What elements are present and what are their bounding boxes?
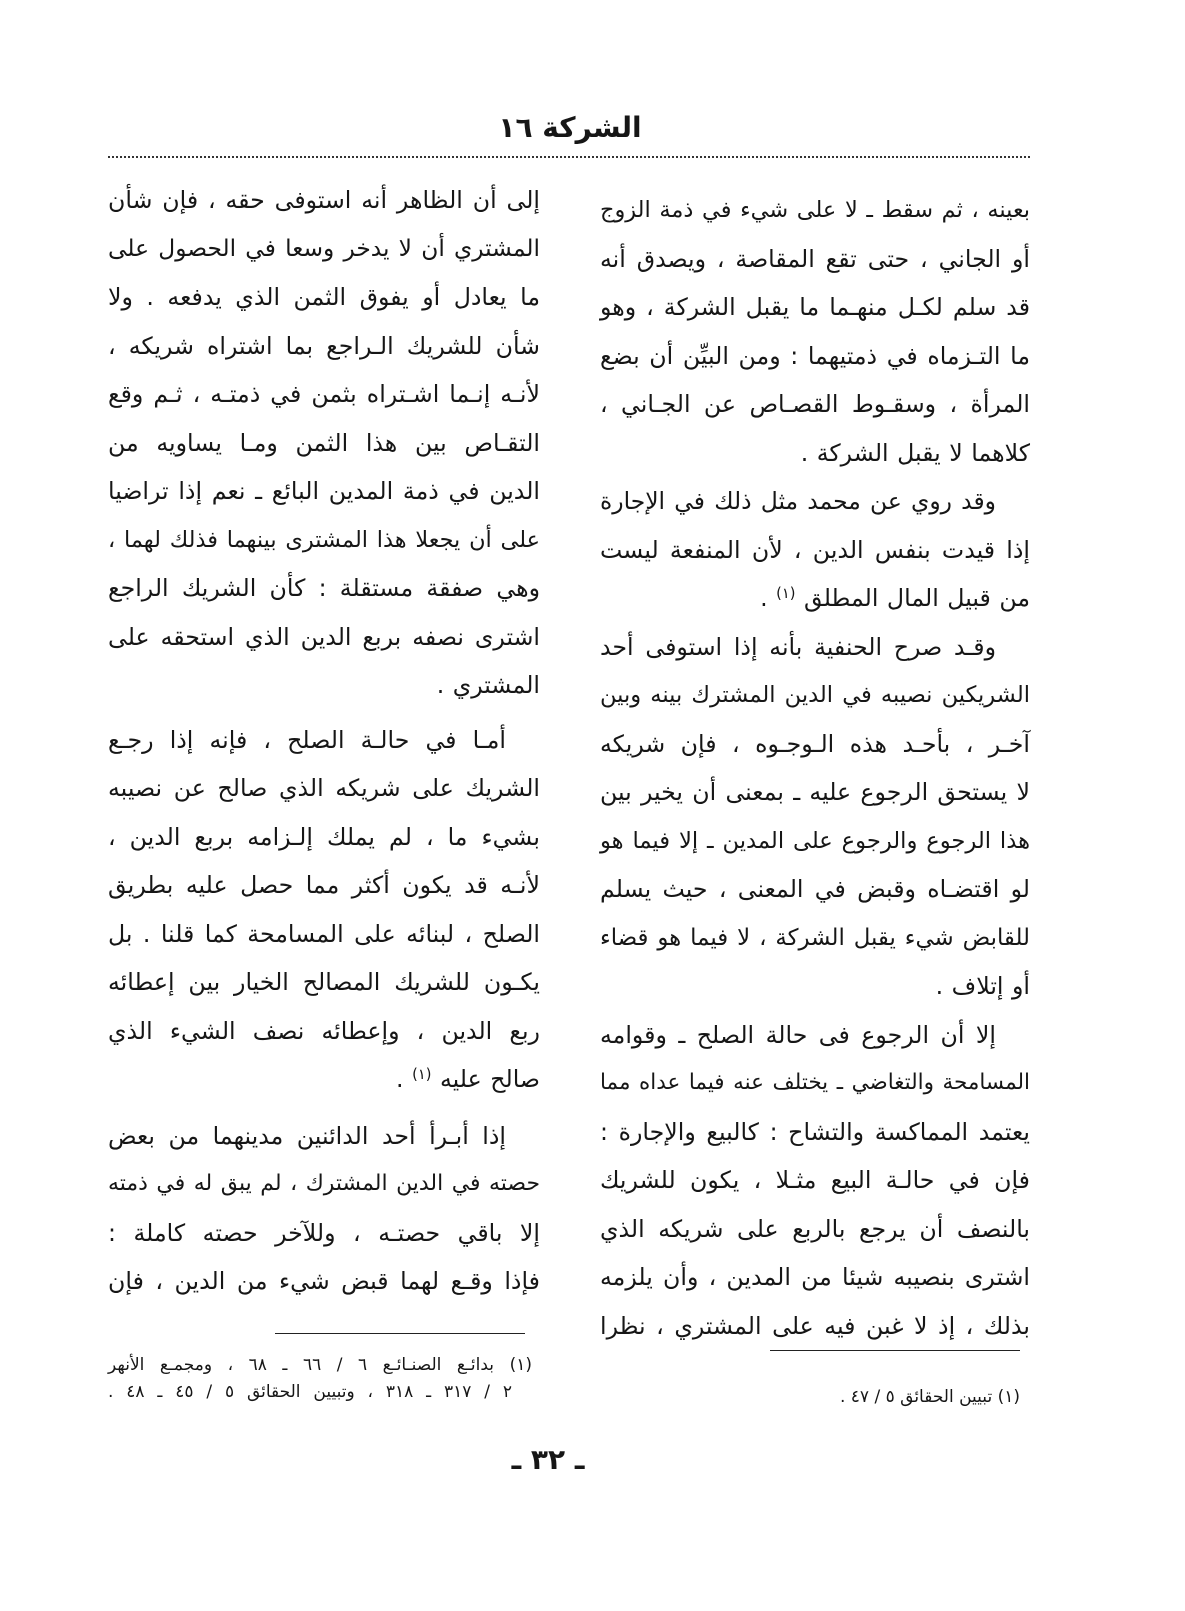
- line-text: صالح عليه: [439, 1065, 540, 1093]
- paragraph: [108, 176, 540, 710]
- paragraph: [600, 477, 1030, 623]
- footnote: (١) بدائـع الصنـائـع ٦ / ٦٦ ـ ٦٨ ، ومجمـع الأنهر: [108, 1355, 532, 1375]
- right-column: [600, 186, 1030, 1350]
- line-end-punctuation: .: [396, 1065, 404, 1093]
- text-line: قد سلم لكـل منهـما ما يقبل الشركة ، وهو: [600, 293, 1030, 321]
- running-head: الشركة ١٦: [498, 111, 642, 144]
- line-end-punctuation: .: [760, 584, 768, 612]
- text-line: كلاهما لا يقبل الشركة .: [800, 438, 1030, 467]
- text-line: هذا الرجوع والرجوع على المدين ـ إلا فيما هو: [600, 827, 1030, 854]
- text-line: التقـاص بين هذا الثمن ومـا يساويه من: [108, 428, 540, 457]
- text-line: الشريكين نصيبه في الدين المشترك بينه وبين: [600, 682, 1030, 708]
- text-line: بشيء ما ، لم يملك إلـزامه بربع الدين ،: [108, 822, 540, 851]
- text-line: الصلح ، لبنائه على المسامحة كما قلنا . بل: [108, 919, 540, 948]
- text-line: يعتمد المماكسة والتشاح : كالبيع والإجارة :: [600, 1117, 1030, 1146]
- text-line: المسامحة والتغاضي ـ يختلف عنه فيما عداه مما: [600, 1070, 1030, 1095]
- text-line: الشريك على شريكه الذي صالح عن نصيبه: [108, 774, 540, 802]
- text-line: أمـا في حالـة الصلح ، فإنه إذا رجـع: [108, 725, 506, 754]
- left-footnotes: [108, 1352, 532, 1406]
- text-line: آخـر ، بأحـد هذه الـوجـوه ، فإن شريكه: [600, 729, 1030, 758]
- text-line: بالنصف أن يرجع بالربع على شريكه الذي: [600, 1214, 1030, 1243]
- text-line: ربع الدين ، وإعطائه نصف الشيء الذي: [108, 1016, 540, 1045]
- text-line: إلا باقي حصتـه ، وللآخر حصته كاملة :: [108, 1218, 540, 1247]
- header-dotted-rule: [108, 156, 1030, 158]
- line-text: من قبيل المال المطلق: [803, 584, 1030, 612]
- text-line: على أن يجعلا هذا المشترى بينهما فذلك لهما ،: [108, 526, 540, 553]
- footnote-mark: (١): [776, 584, 796, 602]
- text-line: بذلك ، إذ لا غبن فيه على المشتري ، نظرا: [600, 1311, 1030, 1340]
- text-line: فإذا وقـع لهما قبض شيء من الدين ، فإن: [108, 1267, 540, 1295]
- paragraph: [600, 623, 1030, 1011]
- text-line: لأنـه قد يكون أكثر مما حصل عليه بطريق: [108, 871, 540, 899]
- paragraph: [108, 1112, 540, 1306]
- page-number: ـ ٣٢ ـ: [511, 1443, 585, 1476]
- text-line: شأن للشريك الـراجع بما اشتراه شريكه ،: [108, 331, 540, 360]
- text-line: المرأة ، وسقـوط القصـاص عن الجـاني ،: [600, 390, 1030, 418]
- text-line: المشتري .: [436, 671, 540, 699]
- text-line: الدين في ذمة المدين البائع ـ نعم إذا تراضيا: [108, 477, 540, 505]
- text-line: لأنـه إنـما اشـتراه بثمن في ذمتـه ، ثـم وقع: [108, 380, 540, 408]
- text-line: [600, 574, 1030, 623]
- text-line: ما يعادل أو يفوق الثمن الذي يدفعه . ولا: [108, 283, 540, 311]
- text-line: اشترى نصفه بربع الدين الذي استحقه على: [108, 622, 540, 651]
- footnote-mark: (١): [412, 1065, 432, 1083]
- footnote-rule: [770, 1350, 1020, 1351]
- text-line: وهي صفقة مستقلة : كأن الشريك الراجع: [108, 574, 540, 602]
- text-line: بعينه ، ثم سقط ـ لا على شيء في ذمة الزوج: [600, 197, 1030, 223]
- text-line: إذا أبـرأ أحد الدائنين مدينهما من بعض: [108, 1121, 506, 1150]
- text-line: أو الجاني ، حتى تقع المقاصة ، ويصدق أنه: [600, 244, 1030, 273]
- text-line: وقد روي عن محمد مثل ذلك في الإجارة: [600, 487, 996, 515]
- text-line: إلى أن الظاهر أنه استوفى حقه ، فإن شأن: [108, 186, 540, 214]
- text-line: أو إتلاف .: [935, 972, 1030, 1000]
- text-line: إلا أن الرجوع فى حالة الصلح ـ وقوامه: [600, 1020, 996, 1049]
- paragraph: [108, 716, 540, 1104]
- footnote-continuation: ٢ / ٣١٧ ـ ٣١٨ ، وتبيين الحقائق ٥ / ٤٥ ـ ٤٨ .: [108, 1382, 512, 1402]
- text-line: حصته في الدين المشترك ، لم يبق له في ذمته: [108, 1171, 540, 1196]
- text-line: اشترى بنصيبه شيئا من المدين ، وأن يلزمه: [600, 1263, 1030, 1291]
- text-line: يكـون للشريك المصالح الخيار بين إعطائه: [108, 968, 540, 996]
- footnote-rule: [275, 1333, 525, 1334]
- text-line: لو اقتضـاه وقبض في المعنى ، حيث يسلم: [600, 875, 1030, 903]
- left-column: [108, 176, 540, 1306]
- text-line: إذا قيدت بنفس الدين ، لأن المنفعة ليست: [600, 535, 1030, 564]
- text-line: فإن في حالـة البيع مثـلا ، يكون للشريك: [600, 1166, 1030, 1194]
- paragraph: [600, 1011, 1030, 1351]
- right-footnotes: [600, 1384, 1020, 1411]
- text-line: [108, 1055, 540, 1104]
- footnote: (١) تبيين الحقائق ٥ / ٤٧ .: [839, 1387, 1020, 1407]
- text-line: لا يستحق الرجوع عليه ـ بمعنى أن يخير بين: [600, 778, 1030, 806]
- text-line: للقابض شيء يقبل الشركة ، لا فيما هو قضاء: [600, 924, 1030, 951]
- text-line: ما التـزماه في ذمتيهما : ومن البيِّن أن بضع: [600, 341, 1030, 370]
- text-line: المشتري أن لا يدخر وسعا في الحصول على: [108, 234, 540, 262]
- text-line: وقـد صرح الحنفية بأنه إذا استوفى أحد: [600, 632, 996, 661]
- paragraph: [600, 186, 1030, 477]
